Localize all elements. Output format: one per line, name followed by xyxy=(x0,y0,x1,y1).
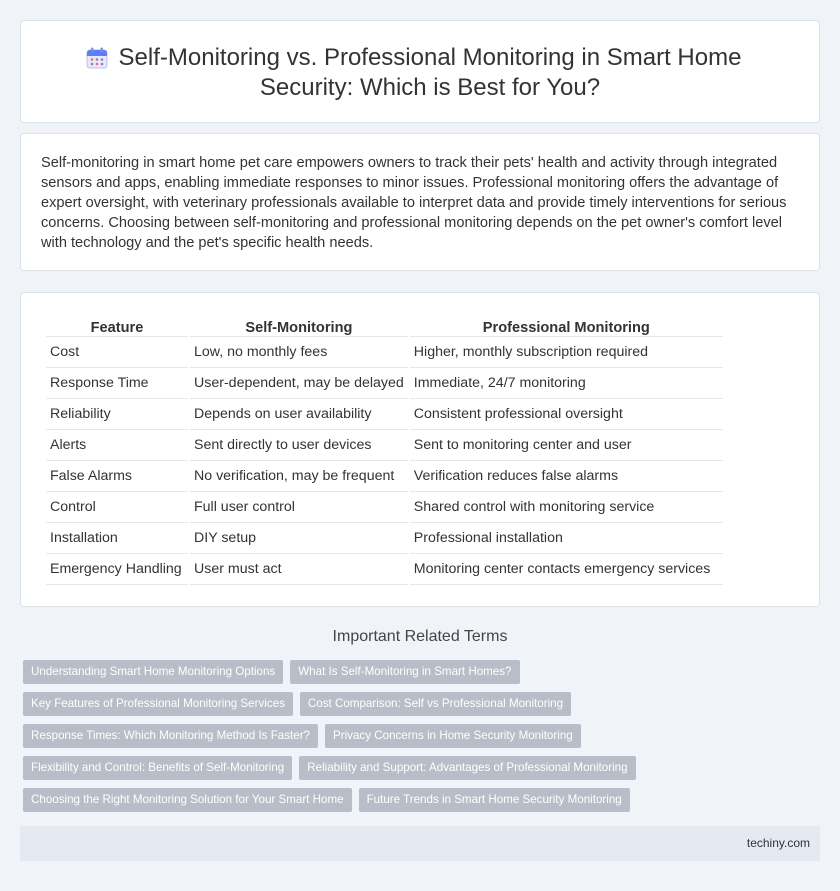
intro-card xyxy=(20,133,820,271)
cell-self: DIY setup xyxy=(190,523,408,554)
cell-self: Full user control xyxy=(190,492,408,523)
term-row xyxy=(23,788,823,812)
intro-paragraph: Self-monitoring in smart home pet care empowers owners to track their pets' health and activity through integrated sensors and apps, enabling immediate responses to minor issues. Professional monitoring offers the advantage of expert oversight, with veterinary professionals available to interpret data and provide timely interventions for serious concerns. Choosing between self-monitoring and professional monitoring depends on the pet owner's comfort level with technology and the pet's specific health needs. xyxy=(41,155,787,251)
term-tag[interactable]: Cost Comparison: Self vs Professional Monitoring xyxy=(300,692,571,716)
cell-self: User-dependent, may be delayed xyxy=(190,368,408,399)
table-row xyxy=(46,523,723,554)
footer-site-link[interactable]: techiny.com xyxy=(746,836,810,850)
related-terms-title: Important Related Terms xyxy=(332,628,508,645)
cell-feature: Cost xyxy=(46,337,188,368)
cell-feature: Control xyxy=(46,492,188,523)
term-tag[interactable]: Privacy Concerns in Home Security Monitoring xyxy=(325,724,581,748)
cell-professional: Immediate, 24/7 monitoring xyxy=(410,368,723,399)
cell-feature: Alerts xyxy=(46,430,188,461)
footer xyxy=(20,826,820,861)
term-tag[interactable]: Flexibility and Control: Benefits of Self-Monitoring xyxy=(23,756,292,780)
cell-feature: False Alarms xyxy=(46,461,188,492)
cell-professional: Professional installation xyxy=(410,523,723,554)
header-self-monitoring: Self-Monitoring xyxy=(190,315,408,337)
table-row xyxy=(46,430,723,461)
term-row xyxy=(23,756,823,780)
term-row xyxy=(23,660,823,684)
cell-self: User must act xyxy=(190,554,408,585)
term-tag[interactable]: Future Trends in Smart Home Security Monitoring xyxy=(359,788,630,812)
term-tag[interactable]: Response Times: Which Monitoring Method Is Faster? xyxy=(23,724,318,748)
related-terms-list xyxy=(23,660,823,820)
table-row xyxy=(46,554,723,585)
term-tag[interactable]: Reliability and Support: Advantages of Professional Monitoring xyxy=(299,756,635,780)
cell-professional: Shared control with monitoring service xyxy=(410,492,723,523)
table-row xyxy=(46,399,723,430)
cell-professional: Verification reduces false alarms xyxy=(410,461,723,492)
cell-professional: Consistent professional oversight xyxy=(410,399,723,430)
cell-feature: Installation xyxy=(46,523,188,554)
cell-feature: Emergency Handling xyxy=(46,554,188,585)
cell-self: Depends on user availability xyxy=(190,399,408,430)
term-tag[interactable]: What Is Self-Monitoring in Smart Homes? xyxy=(290,660,519,684)
term-row xyxy=(23,724,823,748)
cell-self: Low, no monthly fees xyxy=(190,337,408,368)
cell-self: Sent directly to user devices xyxy=(190,430,408,461)
table-row xyxy=(46,461,723,492)
table-row xyxy=(46,337,723,368)
cell-self: No verification, may be frequent xyxy=(190,461,408,492)
comparison-table-card xyxy=(20,292,820,607)
table-row xyxy=(46,492,723,523)
cell-professional: Sent to monitoring center and user xyxy=(410,430,723,461)
cell-feature: Reliability xyxy=(46,399,188,430)
page-title: Self-Monitoring vs. Professional Monitoring in Smart Home Security: Which is Best for You? xyxy=(118,44,742,101)
term-tag[interactable]: Choosing the Right Monitoring Solution for Your Smart Home xyxy=(23,788,352,812)
term-tag[interactable]: Key Features of Professional Monitoring Services xyxy=(23,692,293,716)
cell-professional: Higher, monthly subscription required xyxy=(410,337,723,368)
term-row xyxy=(23,692,823,716)
comparison-table xyxy=(44,315,725,585)
table-header-row xyxy=(46,315,723,337)
table-row xyxy=(46,368,723,399)
header-feature: Feature xyxy=(46,315,188,337)
term-tag[interactable]: Understanding Smart Home Monitoring Options xyxy=(23,660,283,684)
cell-feature: Response Time xyxy=(46,368,188,399)
cell-professional: Monitoring center contacts emergency services xyxy=(410,554,723,585)
header-card xyxy=(20,20,820,123)
header-professional-monitoring: Professional Monitoring xyxy=(410,315,723,337)
